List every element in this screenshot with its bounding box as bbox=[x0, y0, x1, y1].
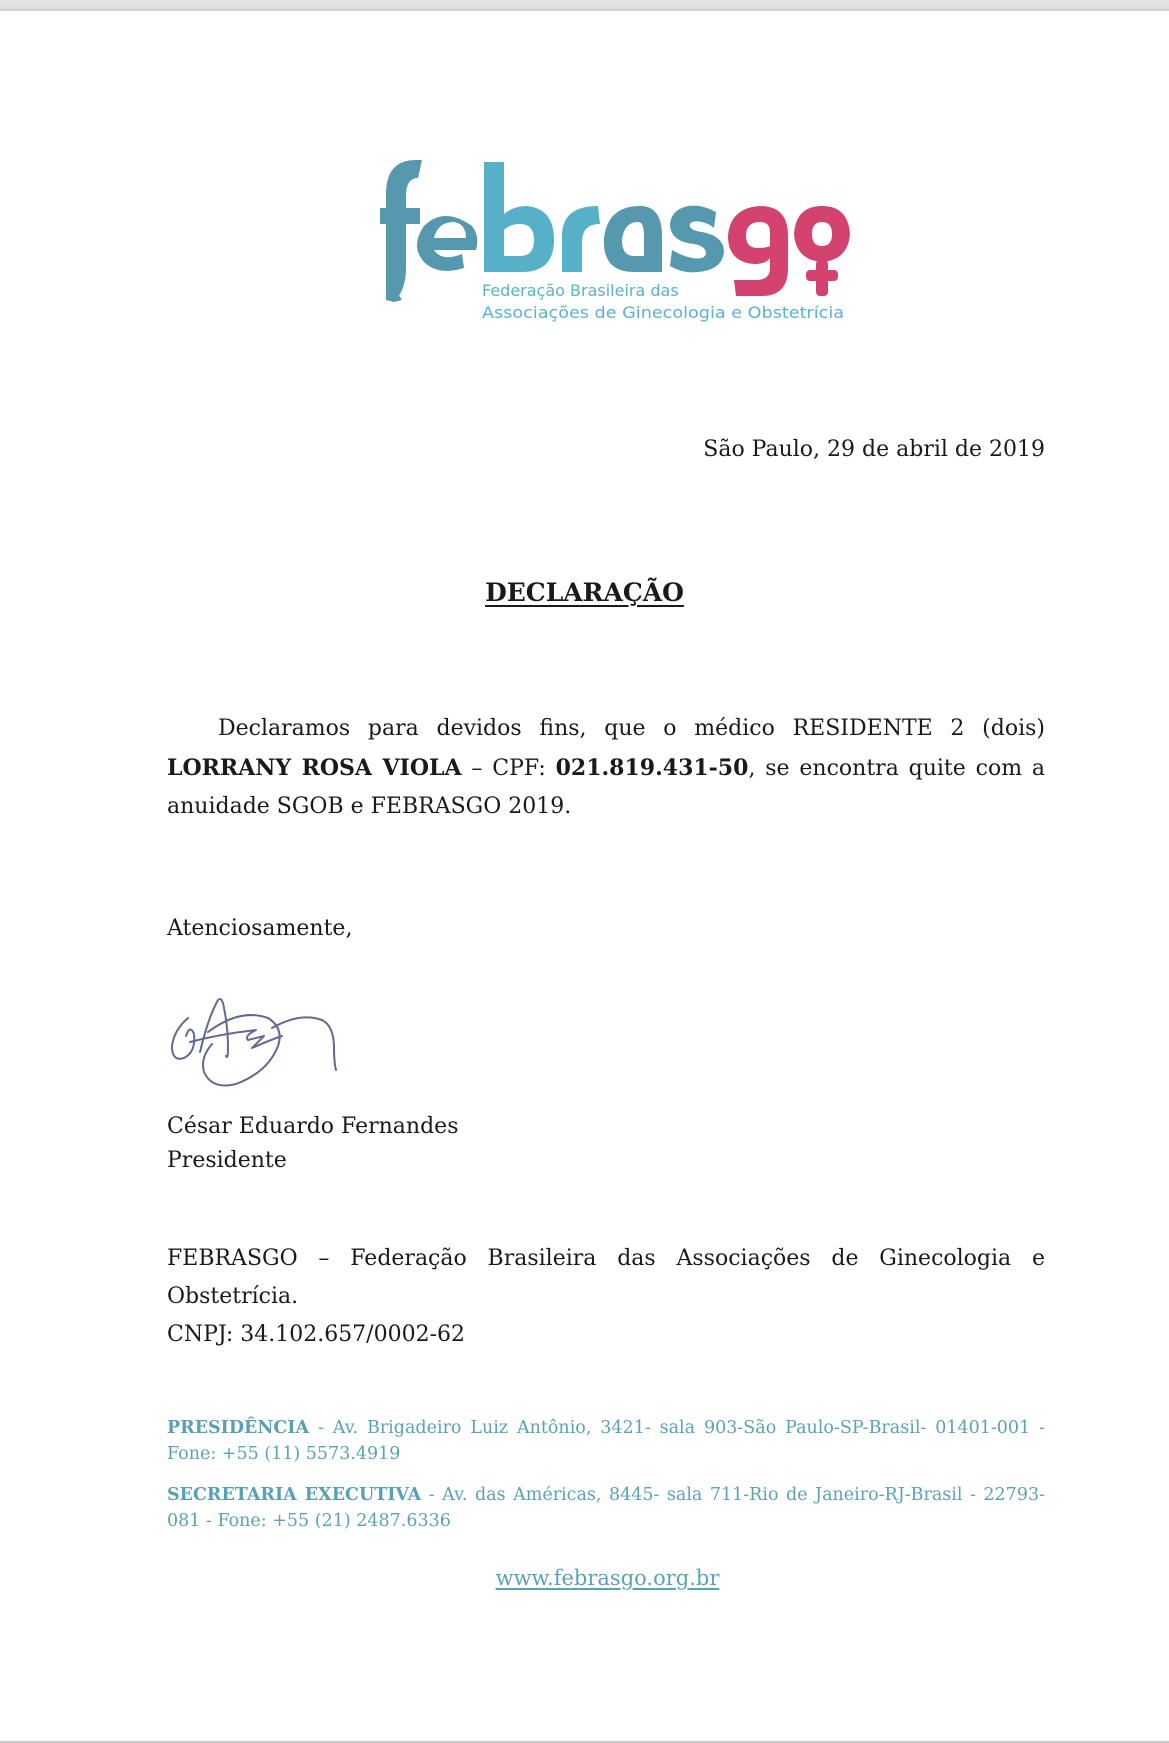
website-link[interactable]: www.febrasgo.org.br bbox=[495, 1566, 720, 1590]
document-title-text: DECLARAÇÃO bbox=[485, 578, 684, 607]
signer-role: Presidente bbox=[167, 1148, 287, 1173]
handwritten-signature bbox=[160, 978, 360, 1098]
presidencia-address: - Av. Brigadeiro Luiz Antônio, 3421- sala 903-São Paulo-SP-Brasil- 01401-001 - Fone: +55 (11) 5573.4919 bbox=[167, 1418, 1045, 1464]
signer-name: César Eduardo Fernandes bbox=[167, 1114, 459, 1139]
website-container bbox=[0, 1566, 1169, 1590]
footer-secretaria bbox=[167, 1482, 1045, 1534]
closing-text: Atenciosamente, bbox=[167, 916, 353, 941]
footer-presidencia bbox=[167, 1415, 1045, 1467]
document-title bbox=[0, 578, 1169, 607]
secretaria-label: SECRETARIA EXECUTIVA bbox=[167, 1485, 422, 1505]
letterhead-footer bbox=[167, 1415, 1045, 1549]
presidencia-label: PRESIDÊNCIA bbox=[167, 1418, 310, 1438]
cpf-number: 021.819.431-50 bbox=[555, 754, 749, 781]
member-name: LORRANY ROSA VIOLA bbox=[167, 754, 462, 781]
febrasgo-logo bbox=[372, 150, 852, 330]
signer-block bbox=[167, 1110, 458, 1178]
declaration-paragraph bbox=[167, 710, 1045, 827]
body-part2: – CPF: bbox=[461, 755, 556, 781]
body-part1: Declaramos para devidos fins, que o médico RESIDENTE 2 (dois) bbox=[218, 716, 1045, 741]
date-line: São Paulo, 29 de abril de 2019 bbox=[703, 437, 1045, 462]
organization-name: FEBRASGO – Federação Brasileira das Associações de Ginecologia e Obstetrícia. bbox=[167, 1246, 1045, 1309]
logo-subtitle-line1: Federação Brasileira das bbox=[482, 281, 679, 300]
cnpj-line: CNPJ: 34.102.657/0002-62 bbox=[167, 1322, 466, 1347]
viewer-top-bar bbox=[0, 0, 1169, 11]
logo-subtitle-line2: Associações de Ginecologia e Obstetrícia bbox=[482, 303, 844, 322]
organization-block bbox=[167, 1240, 1045, 1354]
secretaria-address: - Av. das Américas, 8445- sala 711-Rio de Janeiro-RJ-Brasil - 22793-081 - Fone: +55 (21) 2487.6336 bbox=[167, 1485, 1045, 1531]
body-part3: , se encontra quite com a anuidade SGOB e FEBRASGO 2019. bbox=[167, 755, 1045, 819]
